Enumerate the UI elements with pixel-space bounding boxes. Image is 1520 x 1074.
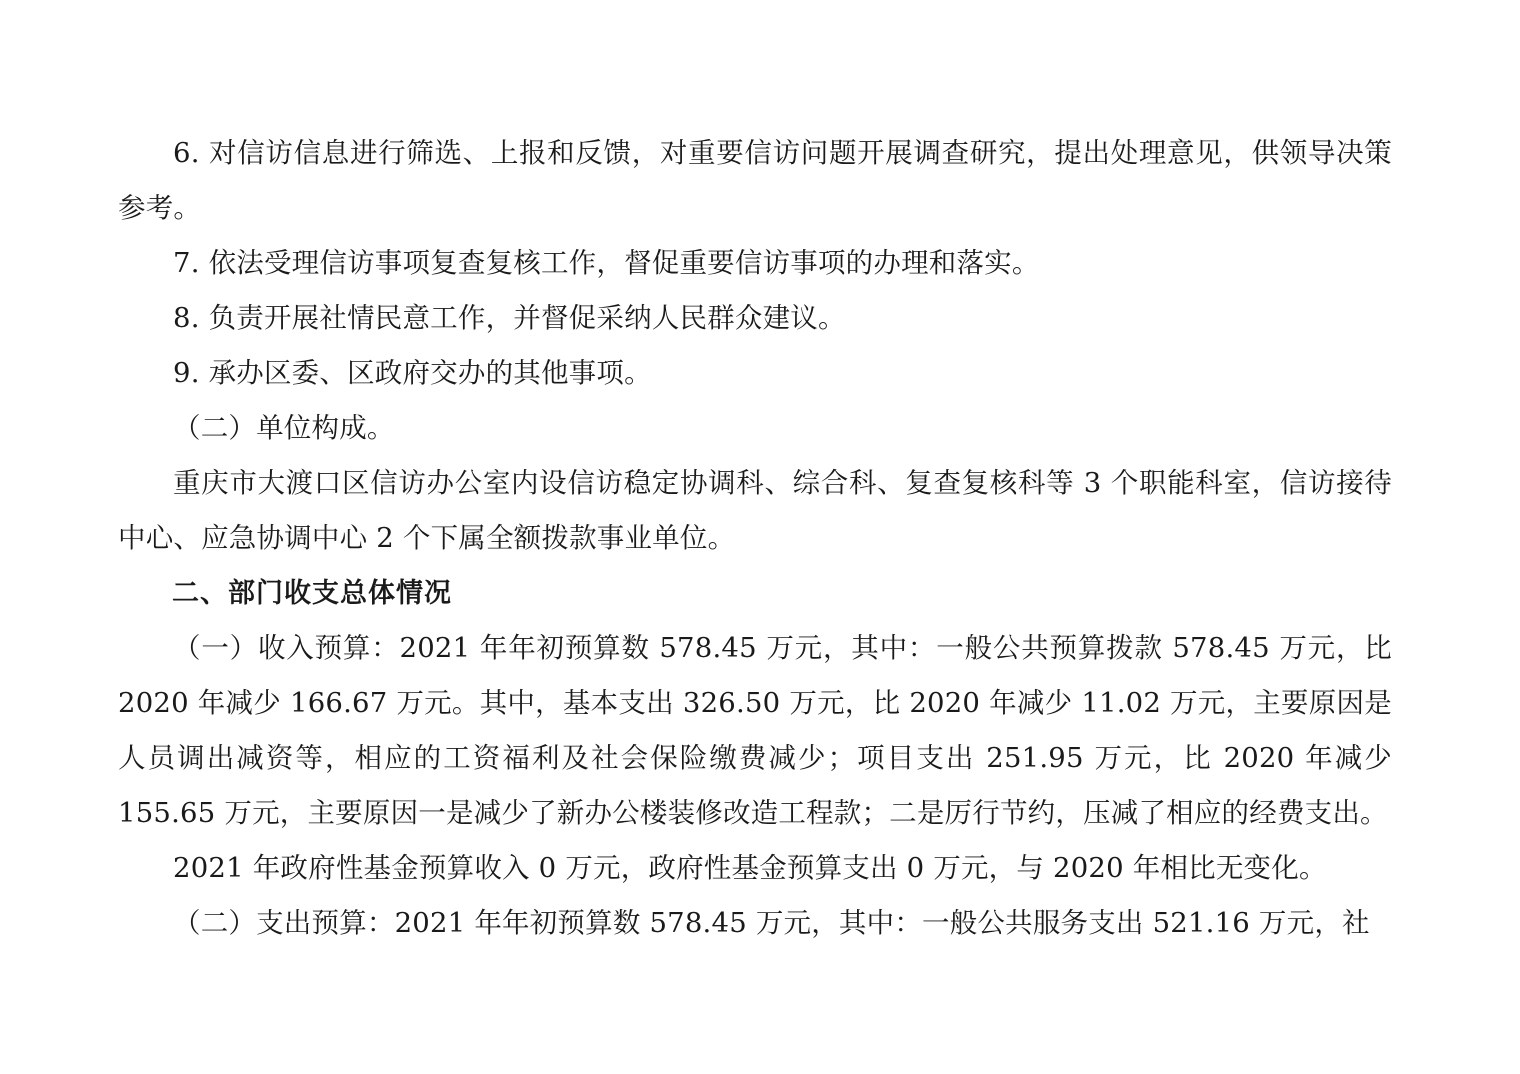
unit-composition-paragraph: 重庆市大渡口区信访办公室内设信访稳定协调科、综合科、复查复核科等 3 个职能科室，信访接待中心、应急协调中心 2 个下属全额拨款事业单位。 (118, 467, 1392, 554)
item-6: 6. 对信访信息进行筛选、上报和反馈，对重要信访问题开展调查研究，提出处理意见，供领导决策参考。 (118, 137, 1392, 224)
document-body (118, 126, 1392, 951)
expenditure-budget-paragraph: （二）支出预算：2021 年年初预算数 578.45 万元，其中：一般公共服务支出 521.16 万元，社 (173, 907, 1370, 939)
government-fund-paragraph: 2021 年政府性基金预算收入 0 万元，政府性基金预算支出 0 万元，与 2020 年相比无变化。 (173, 852, 1327, 884)
income-budget-paragraph: （一）收入预算：2021 年年初预算数 578.45 万元，其中：一般公共预算拨款 578.45 万元，比 2020 年减少 166.67 万元。其中，基本支出 326.50 万元，比 2020 年减少 11.02 万元，主要原因是人员调出减资等，相应的工资福利及社会保险缴费减少；项目支出 251.95 万元，比 2020 年减少 155.65 万元，主要原因一是减少了新办公楼装修改造工程款；二是厉行节约，压减了相应的经费支出。 (118, 632, 1392, 829)
subsection-2-title: （二）单位构成。 (173, 412, 395, 444)
item-7: 7. 依法受理信访事项复查复核工作，督促重要信访事项的办理和落实。 (173, 247, 1040, 279)
section-2-heading: 二、部门收支总体情况 (172, 578, 452, 609)
item-8: 8. 负责开展社情民意工作，并督促采纳人民群众建议。 (173, 302, 846, 334)
item-9: 9. 承办区委、区政府交办的其他事项。 (173, 357, 652, 389)
